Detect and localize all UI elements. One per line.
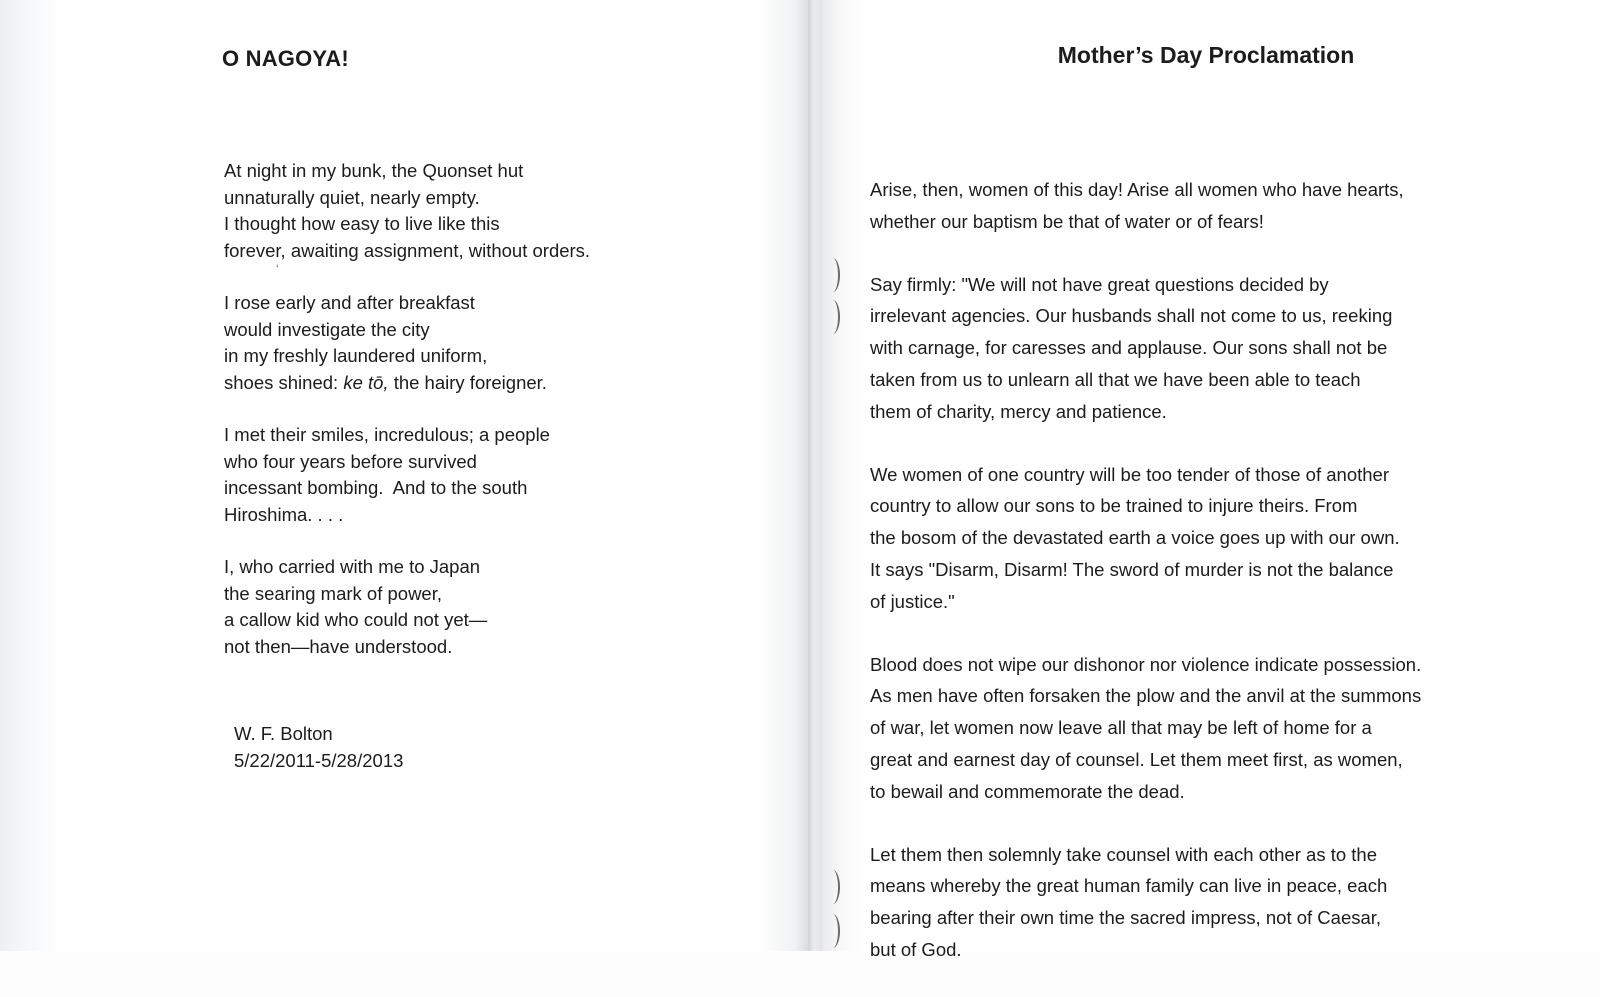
poem-line: I thought how easy to live like this: [224, 213, 500, 234]
poem-line: unnaturally quiet, nearly empty.: [224, 186, 480, 208]
paragraph: [870, 269, 1510, 428]
text-line: to bewail and commemorate the dead.: [870, 780, 1185, 802]
poem-line-start: shoes shined:: [224, 371, 344, 393]
text-line: but of God.: [870, 938, 962, 960]
poem-line: who four years before survived: [224, 450, 477, 472]
paragraph: [870, 649, 1510, 808]
poem-stanza: [224, 290, 684, 396]
text-line: irrelevant agencies. Our husbands shall not come to us, reeking: [870, 305, 1393, 327]
text-line: We women of one country will be too tender of those of another: [870, 463, 1389, 485]
paragraph: [870, 839, 1510, 966]
poem-stanza: [224, 422, 684, 528]
text-line: It says "Disarm, Disarm! The sword of murder is not the balance: [870, 558, 1394, 580]
text-line: great and earnest day of counsel. Let them meet first, as women,: [870, 748, 1403, 770]
poem-line: I met their smiles, incredulous; a people: [224, 424, 550, 445]
proclamation-title: Mother’s Day Proclamation: [1057, 42, 1355, 68]
text-line: the bosom of the devastated earth a voice goes up with our own.: [870, 527, 1400, 549]
page-gutter: [808, 0, 822, 951]
poem-line: forever, awaiting assignment, without orders.: [224, 239, 591, 261]
text-line: means whereby the great human family can live in peace, each: [870, 875, 1388, 897]
poem-stanza: [224, 158, 684, 264]
poem-line: in my freshly laundered uniform,: [224, 345, 488, 366]
poem-line: I, who carried with me to Japan: [224, 556, 481, 577]
text-line: whether our baptism be that of water or of fears!: [870, 210, 1264, 232]
text-line: them of charity, mercy and patience.: [870, 400, 1167, 422]
ink-speck: ‘: [276, 262, 279, 276]
author-name: W. F. Bolton: [234, 723, 333, 744]
poem-line: incessant bombing. And to the south: [224, 477, 528, 498]
text-line: Let them then solemnly take counsel with each other as to the: [870, 843, 1377, 865]
paragraph: [870, 174, 1510, 238]
poem-line: the searing mark of power,: [224, 582, 442, 604]
text-line: bearing after their own time the sacred impress, not of Caesar,: [870, 907, 1382, 929]
poem-title: O NAGOYA!: [222, 46, 349, 71]
text-line: Arise, then, women of this day! Arise all women who have hearts,: [870, 179, 1404, 200]
text-line: country to allow our sons to be trained to injure theirs. From: [870, 495, 1358, 517]
poem-line: Hiroshima. . . .: [224, 503, 344, 525]
poem-line: would investigate the city: [224, 318, 430, 340]
text-line: with carnage, for caresses and applause. Our sons shall not be: [870, 337, 1388, 359]
poem-line: a callow kid who could not yet—: [224, 609, 488, 630]
poem-line: [224, 370, 684, 397]
paragraph: [870, 459, 1510, 618]
poem-line: At night in my bunk, the Quonset hut: [224, 160, 524, 181]
proclamation-body: [870, 174, 1510, 997]
italic-phrase: ke tō,: [343, 371, 389, 393]
poem-signature: [234, 721, 403, 774]
poem-line: I rose early and after breakfast: [224, 292, 475, 313]
text-line: taken from us to unlearn all that we have been able to teach: [870, 368, 1361, 390]
poem-body: [224, 158, 684, 686]
author-dates: 5/22/2011-5/28/2013: [234, 749, 404, 771]
text-line: Blood does not wipe our dishonor nor violence indicate possession.: [870, 653, 1422, 675]
text-line: As men have often forsaken the plow and the anvil at the summons: [870, 685, 1422, 707]
poem-line: not then—have understood.: [224, 635, 453, 657]
poem-line-end: the hairy foreigner.: [388, 371, 547, 393]
text-line: Say firmly: "We will not have great questions decided by: [870, 273, 1329, 295]
text-line: of justice.": [870, 590, 955, 612]
poem-stanza: [224, 554, 684, 660]
text-line: of war, let women now leave all that may be left of home for a: [870, 717, 1372, 739]
